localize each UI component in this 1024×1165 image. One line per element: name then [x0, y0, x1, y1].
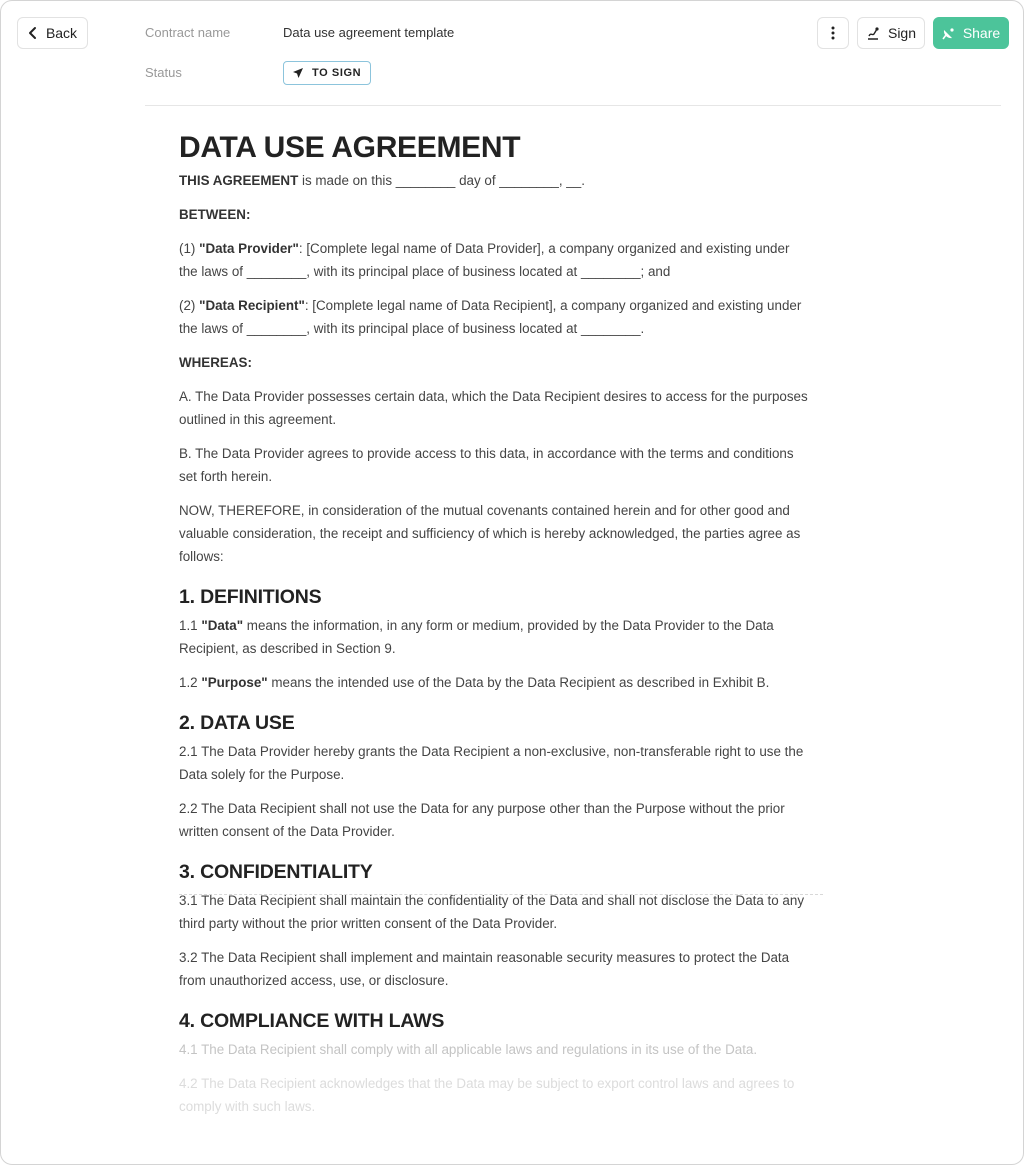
- paragraph: [179, 294, 809, 340]
- paragraph-text: NOW, THEREFORE, in consideration of the mutual covenants contained herein and for other good and valuable consideration, the receipt and sufficiency of which is hereby acknowledged, the parties agree as follows:: [179, 503, 801, 564]
- paragraph-prefix: 1.1: [179, 618, 202, 633]
- section-heading: 1. DEFINITIONS: [179, 586, 322, 608]
- contract-name-label: Contract name: [145, 25, 231, 40]
- paragraph: [179, 946, 809, 992]
- satellite-dish-icon: [942, 26, 956, 40]
- paragraph-bold: BETWEEN:: [179, 207, 251, 222]
- paragraph-text: means the information, in any form or medium, provided by the Data Provider to the Data Recipient, as described in Section 9.: [179, 618, 774, 656]
- paragraph-text: B. The Data Provider agrees to provide access to this data, in accordance with the terms and conditions set forth herein.: [179, 446, 794, 484]
- section-heading: 4. COMPLIANCE WITH LAWS: [179, 1010, 445, 1032]
- paragraph-text: 2.2 The Data Recipient shall not use the Data for any purpose other than the Purpose without the prior written consent of the Data Provider.: [179, 801, 785, 839]
- paragraph-text: : [Complete legal name of Data Recipient], a company organized and existing under the laws of ________, with its principal place of business located at ________.: [179, 298, 802, 336]
- document-title: DATA USE AGREEMENT: [179, 131, 521, 164]
- paragraph: [179, 671, 809, 694]
- back-button[interactable]: [17, 17, 88, 49]
- paragraph-text: : [Complete legal name of Data Provider], a company organized and existing under the laws of ________, with its principal place of business located at ________; and: [179, 241, 790, 279]
- paragraph-bold: WHEREAS:: [179, 355, 252, 370]
- paragraph-text: is made on this ________ day of ________, __.: [298, 173, 585, 188]
- more-vertical-icon: [831, 26, 835, 40]
- paragraph-bold: "Data Provider": [199, 241, 299, 256]
- status-text: TO SIGN: [312, 67, 362, 79]
- paper-plane-icon: [292, 67, 304, 79]
- chevron-left-icon: [28, 26, 38, 40]
- paragraph: [179, 442, 809, 488]
- paragraph-prefix: (1): [179, 241, 200, 256]
- section-heading: 2. DATA USE: [179, 712, 295, 734]
- header-divider: [145, 105, 1001, 106]
- sign-label: Sign: [887, 25, 917, 41]
- status-label: Status: [145, 65, 182, 80]
- sign-button[interactable]: [857, 17, 925, 49]
- paragraph: [179, 237, 809, 283]
- share-label: Share: [962, 25, 1001, 41]
- paragraph: [179, 1072, 809, 1118]
- back-label: Back: [45, 25, 78, 41]
- paragraph: [179, 740, 809, 786]
- paragraph-bold: "Data": [201, 618, 244, 633]
- paragraph-text: 4.1 The Data Recipient shall comply with all applicable laws and regulations in its use of the Data.: [179, 1042, 758, 1057]
- paragraph-text: 4.2 The Data Recipient acknowledges that the Data may be subject to export control laws and agrees to comply with such laws.: [179, 1076, 795, 1114]
- paragraph-bold: "Data Recipient": [199, 298, 305, 313]
- paragraph-text: A. The Data Provider possesses certain data, which the Data Recipient desires to access for the purposes outlined in this agreement.: [179, 389, 808, 427]
- document-body: [179, 129, 809, 1129]
- paragraph: [179, 499, 809, 568]
- paragraph-text: 3.1 The Data Recipient shall maintain the confidentiality of the Data and shall not disclose the Data to any third party without the prior written consent of the Data Provider.: [179, 893, 805, 931]
- paragraph: [179, 203, 809, 226]
- share-button[interactable]: [933, 17, 1009, 49]
- paragraph-prefix: 1.2: [179, 675, 202, 690]
- signature-icon: [866, 26, 880, 40]
- paragraph-prefix: (2): [179, 298, 200, 313]
- contract-name: Data use agreement template: [283, 25, 455, 40]
- status-badge: [283, 61, 371, 85]
- paragraph-text: means the intended use of the Data by the Data Recipient as described in Exhibit B.: [267, 675, 770, 690]
- paragraph: [179, 351, 809, 374]
- paragraph: [179, 889, 809, 935]
- more-options-button[interactable]: [817, 17, 849, 49]
- paragraph: [179, 385, 809, 431]
- paragraph-text: 2.1 The Data Provider hereby grants the Data Recipient a non-exclusive, non-transferable right to use the Data solely for the Purpose.: [179, 744, 804, 782]
- paragraph: [179, 1038, 809, 1061]
- paragraph: [179, 169, 809, 192]
- paragraph-text: 3.2 The Data Recipient shall implement and maintain reasonable security measures to protect the Data from unauthorized access, use, or disclosure.: [179, 950, 790, 988]
- section-heading: 3. CONFIDENTIALITY: [179, 861, 373, 883]
- paragraph-bold: "Purpose": [201, 675, 268, 690]
- paragraph-bold: THIS AGREEMENT: [179, 173, 299, 188]
- paragraph: [179, 614, 809, 660]
- paragraph: [179, 797, 809, 843]
